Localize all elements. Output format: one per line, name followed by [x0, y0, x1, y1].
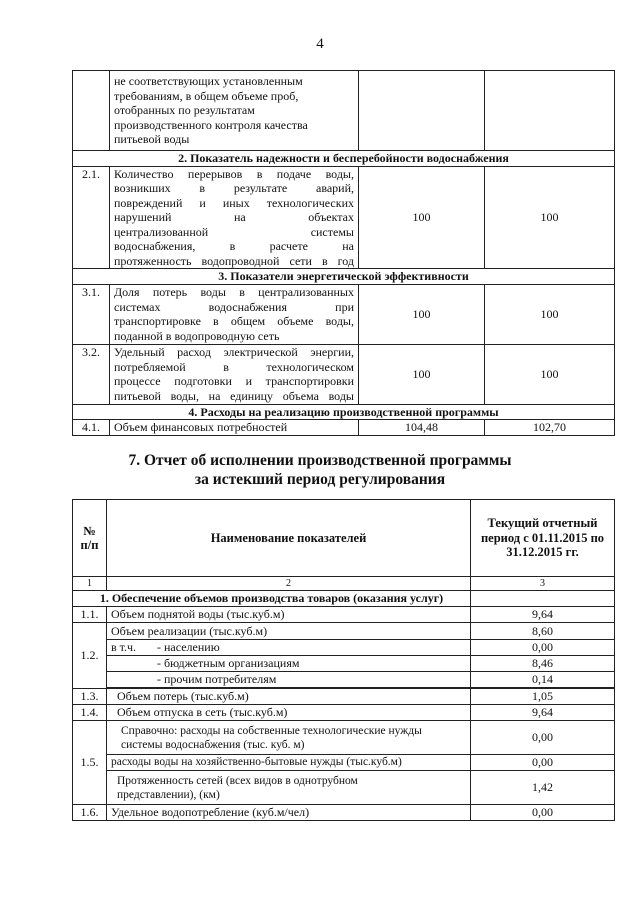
report-title-line: за истекший период регулирования	[194, 471, 446, 488]
text-line: Удельный расход электрической энергии,	[114, 345, 354, 359]
row-number: 1.4.	[73, 705, 107, 721]
indicator-value: 9,64	[471, 705, 615, 721]
section-title: 4. Расходы на реализацию производственной программы	[73, 404, 615, 420]
indicator-value: 0,00	[471, 755, 615, 771]
section-row	[73, 269, 615, 285]
actual-value: 100	[485, 284, 615, 344]
row-number: 1.1.	[73, 607, 107, 623]
section-row	[73, 151, 615, 167]
column-number: 2	[107, 577, 471, 591]
report-table-body	[73, 500, 615, 821]
section-row	[73, 591, 615, 607]
indicator-value: 1,05	[471, 689, 615, 705]
header-num: № п/п	[73, 500, 107, 577]
continuation-text-cell	[110, 71, 359, 151]
indicator-value: 8,60	[471, 623, 615, 640]
table-row	[73, 755, 615, 771]
header-name: Наименование показателей	[107, 500, 471, 577]
indicator-name: Справочно: расходы на собственные технологические нужды системы водоснабжения (тыс. куб. м)	[107, 721, 471, 755]
indicator-name-cell	[110, 284, 359, 344]
row-number: 3.2.	[73, 344, 110, 404]
sub-prefix: в т.ч.	[111, 640, 137, 655]
text-line: централизованной системы	[114, 224, 354, 239]
table-row	[73, 672, 615, 688]
table-row	[73, 623, 615, 640]
text-line: Доля потерь воды в централизованных	[114, 285, 354, 299]
indicator-value: 0,00	[471, 721, 615, 755]
page-number: 4	[316, 36, 324, 52]
row-number: 3.1.	[73, 284, 110, 344]
actual-value: 102,70	[485, 420, 615, 436]
sub-name: - населению	[157, 640, 220, 655]
actual-value: 100	[485, 344, 615, 404]
text-line: требованиям, в общем объеме проб,	[114, 88, 299, 103]
row-number: 4.1.	[73, 420, 110, 436]
text-line: питьевой воды, на единицу объема воды	[114, 388, 354, 403]
indicators-table	[72, 70, 615, 436]
text-line: нарушений на объектах	[114, 210, 354, 224]
text-line: не соответствующих установленным	[114, 74, 303, 89]
text-line: системах водоснабжения при	[114, 299, 354, 314]
indicator-name-cell	[107, 640, 471, 656]
table-row	[73, 344, 615, 404]
text-line: Количество перерывов в подаче воды,	[114, 166, 354, 181]
indicator-value: 0,14	[471, 672, 615, 688]
report-title	[0, 451, 640, 489]
indicator-name-cell	[110, 344, 359, 404]
section-title: 2. Показатель надежности и бесперебойности водоснабжения	[73, 151, 615, 167]
section-row	[73, 404, 615, 420]
indicator-name: Объем отпуска в сеть (тыс.куб.м)	[107, 705, 471, 721]
table-row	[73, 640, 615, 656]
table-row	[73, 284, 615, 344]
report-table	[72, 499, 615, 821]
table-row	[73, 656, 615, 672]
table-row	[73, 705, 615, 721]
text-line: водоснабжения, в расчете на	[114, 239, 354, 253]
indicator-name: - прочим потребителям	[107, 672, 471, 688]
actual-value: 100	[485, 166, 615, 269]
indicator-name: Объем финансовых потребностей	[110, 420, 359, 436]
text-line: производственного контроля качества	[114, 117, 308, 132]
indicator-name-cell	[110, 166, 359, 269]
table-row	[73, 771, 615, 805]
text-line: протяженность водопроводной сети в год	[114, 253, 354, 268]
text-line: отобранных по результатам	[114, 103, 255, 118]
indicator-value: 0,00	[471, 805, 615, 821]
text-line: поданной в водопроводную сеть	[114, 328, 280, 343]
table-row	[73, 689, 615, 705]
column-number: 3	[471, 577, 615, 591]
row-number: 1.6.	[73, 805, 107, 821]
indicator-value: 0,00	[471, 640, 615, 656]
text-line: процессе подготовки и транспортировки	[114, 374, 354, 388]
indicator-value: 9,64	[471, 607, 615, 623]
section-title: 1. Обеспечение объемов производства товаров (оказания услуг)	[73, 591, 471, 607]
table-row	[73, 721, 615, 755]
row-number: 1.3.	[73, 689, 107, 705]
indicator-value: 8,46	[471, 656, 615, 672]
indicator-name: Протяженность сетей (всех видов в однотрубном представлении), (км)	[107, 771, 471, 805]
column-numbers-row	[73, 577, 615, 591]
column-number: 1	[73, 577, 107, 591]
section-title: 3. Показатели энергетической эффективности	[73, 269, 615, 285]
indicators-table-body	[73, 71, 615, 436]
text-line: возникших в результате аварий,	[114, 181, 354, 195]
row-number: 2.1.	[73, 166, 110, 269]
table-row	[73, 166, 615, 269]
table-row	[73, 607, 615, 623]
row-number: 1.2.	[73, 623, 107, 689]
indicator-name: Объем потерь (тыс.куб.м)	[107, 689, 471, 705]
indicator-name: Объем реализации (тыс.куб.м)	[107, 623, 471, 640]
header-period: Текущий отчетный период с 01.11.2015 по 31.12.2015 гг.	[471, 500, 615, 577]
text-line: транспортировке в общем объеме воды,	[114, 314, 354, 328]
indicator-name: Объем поднятой воды (тыс.куб.м)	[107, 607, 471, 623]
planned-value: 100	[359, 344, 485, 404]
report-title-line: 7. Отчет об исполнении производственной программы	[128, 452, 512, 469]
table-row	[73, 71, 615, 151]
row-number-cell	[73, 71, 110, 151]
indicator-value: 1,42	[471, 771, 615, 805]
value-cell	[471, 591, 615, 607]
text-line: питьевой воды	[114, 132, 190, 147]
value-cell	[485, 71, 615, 151]
table-row	[73, 805, 615, 821]
row-number: 1.5.	[73, 721, 107, 805]
text-line: потребляемой в технологическом	[114, 359, 354, 374]
table-row	[73, 420, 615, 436]
indicator-name: - бюджетным организациям	[107, 656, 471, 672]
planned-value: 104,48	[359, 420, 485, 436]
planned-value: 100	[359, 166, 485, 269]
value-cell	[359, 71, 485, 151]
indicator-name: Удельное водопотребление (куб.м/чел)	[107, 805, 471, 821]
planned-value: 100	[359, 284, 485, 344]
indicator-name: расходы воды на хозяйственно-бытовые нужды (тыс.куб.м)	[107, 755, 471, 771]
text-line: повреждений и иных технологических	[114, 195, 354, 210]
header-row	[73, 500, 615, 577]
